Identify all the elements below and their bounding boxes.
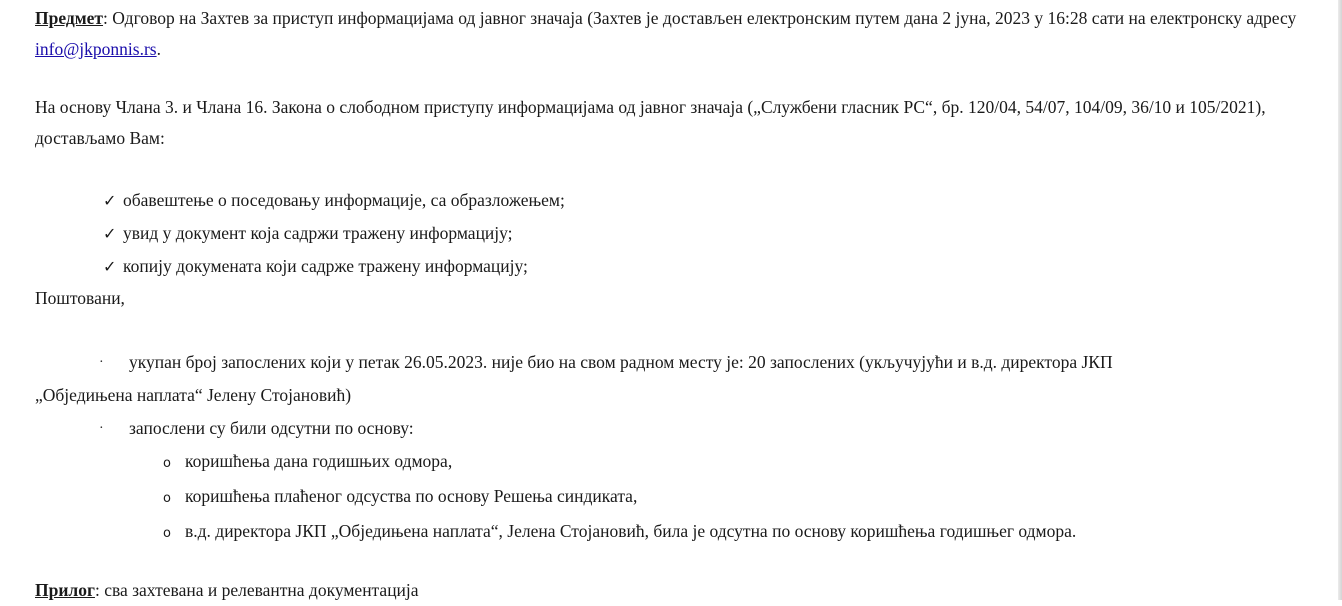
checkmark-icon: ✓ bbox=[103, 191, 117, 210]
sub-bullet-text: коришћења дана годишњих одмора, bbox=[185, 451, 453, 471]
subject-paragraph bbox=[35, 0, 1325, 65]
page-edge bbox=[1338, 0, 1342, 600]
attachment-label: Прилог bbox=[35, 580, 95, 600]
circle-bullet-icon: o bbox=[163, 491, 171, 506]
sub-bullet-item bbox=[163, 445, 1325, 480]
sub-bullet-text: коришћења плаћеног одсуства по основу Решења синдиката, bbox=[185, 486, 638, 506]
bullet-icon: · bbox=[99, 355, 104, 370]
circle-bullet-icon: o bbox=[163, 456, 171, 471]
checklist bbox=[35, 184, 1325, 283]
bullet-item-text: запослени су били одсутни по основу: bbox=[129, 418, 414, 438]
checklist-item-text: копију докумената који садрже тражену информацију; bbox=[123, 256, 528, 276]
bullet-icon: · bbox=[99, 421, 104, 436]
subject-end: . bbox=[156, 39, 161, 59]
attachment-text: : сва захтевана и релевантна документација bbox=[94, 580, 419, 600]
attachment-paragraph bbox=[35, 575, 1325, 606]
legal-basis-paragraph: На основу Члана 3. и Члана 16. Закона о слободном приступу информацијама од јавног значаја („Службени гласник РС“, бр. 120/04, 54/07, 104/09, 36/10 и 105/2021), достављамо Вам: bbox=[35, 97, 1266, 148]
circle-bullet-icon: o bbox=[163, 526, 171, 541]
bullet-item bbox=[35, 412, 1325, 445]
checklist-item bbox=[103, 217, 1325, 250]
bullet-item-continuation: „Обједињена наплата“ Јелену Стојановић) bbox=[35, 385, 352, 405]
greeting: Поштовани, bbox=[35, 288, 125, 308]
email-link[interactable]: info@jkponnis.rs bbox=[35, 39, 157, 59]
bullet-list bbox=[35, 346, 1325, 445]
checkmark-icon: ✓ bbox=[103, 224, 117, 243]
sub-bullet-item bbox=[163, 515, 1325, 550]
sub-bullet-list bbox=[35, 445, 1325, 550]
bullet-item bbox=[35, 346, 1325, 379]
bullet-item-text: укупан број запослених који у петак 26.05.2023. није био на свом радном месту је: 20 запослених (укључујући и в.д. директора ЈКП bbox=[129, 352, 1113, 372]
checkmark-icon: ✓ bbox=[103, 257, 117, 276]
subject-label: Предмет bbox=[35, 8, 104, 28]
document-body bbox=[35, 0, 1325, 606]
checklist-item bbox=[103, 184, 1325, 217]
checklist-item-text: обавештење о поседовању информације, са образложењем; bbox=[123, 190, 565, 210]
sub-bullet-text: в.д. директора ЈКП „Обједињена наплата“, Јелена Стојановић, била је одсутна по основу коришћења годишњег одмора. bbox=[185, 521, 1077, 541]
checklist-item bbox=[103, 250, 1325, 283]
checklist-item-text: увид у документ која садржи тражену информацију; bbox=[123, 223, 513, 243]
sub-bullet-item bbox=[163, 480, 1325, 515]
subject-text: : Одговор на Захтев за приступ информацијама од јавног значаја (Захтев је достављен електронским путем дана 2 јуна, 2023 у 16:28 сати на електронску адресу bbox=[103, 8, 1297, 28]
